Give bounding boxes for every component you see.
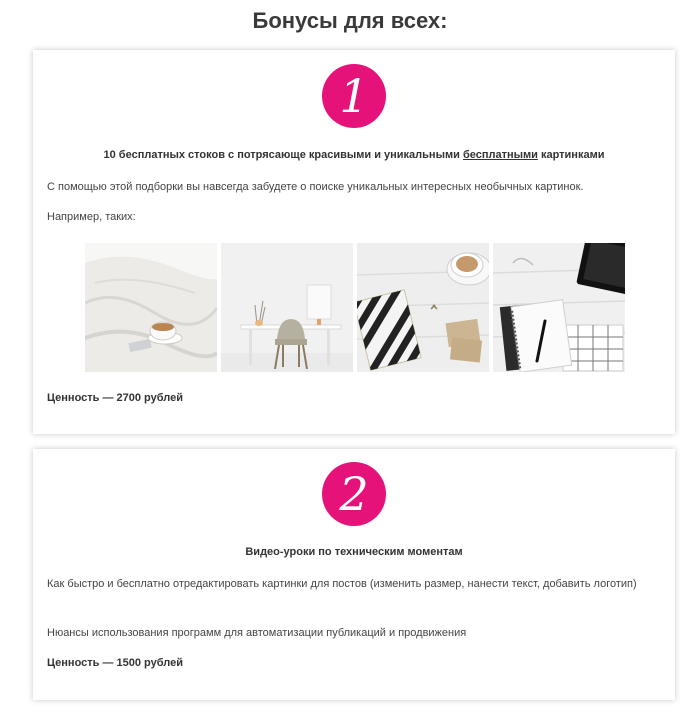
- bonus-value: Ценность — 1500 рублей: [47, 657, 183, 669]
- bonus-title: Видео-уроки по техническим моментам: [245, 546, 463, 558]
- bonus-number-badge: 1: [322, 64, 386, 128]
- page-title: Бонусы для всех:: [252, 8, 448, 33]
- example-photo-gallery: [85, 243, 625, 372]
- example-photo-desk-chair: [221, 243, 353, 372]
- example-label: Например, таких:: [47, 211, 136, 223]
- example-photo-bed-coffee: [85, 243, 217, 372]
- free-link[interactable]: бесплатными: [462, 149, 538, 161]
- bonus-title: 10 бесплатных стоков с потрясающе красивыми и уникальными бесплатными картинками: [103, 149, 605, 161]
- bonus-description: С помощью этой подборки вы навсегда забудете о поиске уникальных интересных необычных картинок.: [47, 181, 584, 193]
- bonus-value: Ценность — 2700 рублей: [47, 392, 183, 404]
- bonus-number-badge: 2: [322, 462, 386, 526]
- example-photo-planner-tablet: [493, 243, 625, 372]
- bonus-card-2: [33, 449, 675, 700]
- bonus-description: Как быстро и бесплатно отредактировать картинки для постов (изменить размер, нанести текст, добавить логотип): [47, 578, 637, 590]
- bonus-description-2: Нюансы использования программ для автоматизации публикаций и продвижения: [47, 627, 467, 639]
- example-photo-notebook-coffee: [357, 243, 489, 372]
- bonus-card-1: [33, 50, 675, 434]
